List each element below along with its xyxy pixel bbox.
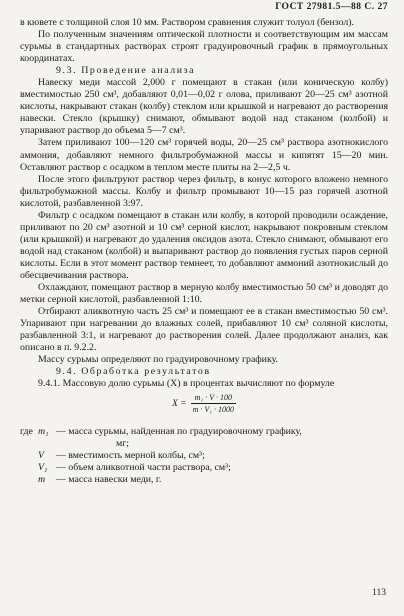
section-heading-9-4: 9.4. Обработка результатов — [56, 366, 211, 378]
paragraph: Отбирают аликвотную часть 25 см³ и помещают ее в стакан вместимостью 50 см³. Упаривают при нагревании до влажных солей, прибавляют 10 см³ соляной кислоты, разбавленной 3:1, и нагревают до растворения солей. Далее продолжают анализ, как описано в п. 9.2.2. — [20, 306, 388, 354]
formula-lhs: X = — [172, 398, 187, 409]
formula-numerator: m₁ · V · 100 — [191, 392, 236, 404]
legend-text: — масса навески меди, г. — [56, 474, 162, 486]
section-heading-9-3: 9.3. Проведение анализа — [56, 65, 196, 77]
legend-row-V1 — [20, 462, 388, 474]
paragraph: в кювете с толщиной слоя 10 мм. Раствором сравнения служит толуол (бензол). — [20, 17, 355, 28]
legend-row-m — [20, 474, 388, 486]
paragraph: Затем приливают 100—120 см³ горячей воды, 20—25 см³ раствора азотнокислого аммония, добавляют немного фильтробумажной массы и кипятят 15—20 мин. Оставляют раствор с осадком в теплом месте плиты на 2—2,5 ч. — [20, 137, 388, 173]
body-text — [20, 17, 388, 486]
paragraph: Фильтр с осадком помещают в стакан или колбу, в которой проводили осаждение, приливают по 20 см³ азотной и 10 см³ серной кислот, накрывают покровным стеклом (или крышкой) и нагревают до удаления оксидов азота. Стекло снимают, обмывают его водой над стаканом (колбой) и выпаривают раствор до появления густых паров серной кислоты. Если в этот момент раствор темнеет, то добавляют аммоний азотнокислый до обесцвечивания раствора. — [20, 209, 388, 281]
legend-symbol: V₁ — [38, 462, 48, 474]
legend-gde: где — [20, 426, 33, 438]
legend-symbol: m₁ — [38, 426, 49, 438]
paragraph: Охлаждают, помещают раствор в мерную колбу вместимостью 50 см³ и доводят до метки серной кислотой, разбавленной 1:10. — [20, 282, 388, 306]
paragraph: Массу сурьмы определяют по градуировочному графику. — [38, 354, 278, 366]
legend-row-m1 — [20, 426, 388, 438]
paragraph: По полученным значениям оптической плотности и соответствующим им массам сурьмы в стандартных растворах строят градуировочный график в прямоугольных координатах. — [20, 29, 388, 65]
legend-row-m1-cont — [20, 438, 388, 450]
page-number: 113 — [372, 588, 386, 598]
formula-fraction — [191, 392, 236, 415]
legend-symbol: m — [38, 474, 46, 486]
legend-symbol: V — [38, 450, 45, 462]
formula-legend — [20, 426, 388, 486]
paragraph: Навеску меди массой 2,000 г помещают в стакан (или коническую колбу) вместимостью 250 см³, добавляют 0,01—0,02 г олова, приливают 20—25 см³ азотной кислоты, накрывают стакан (колбу) стеклом или крышкой и нагревают до растворения навески. Стекло (крышку) снимают, обмывают водой над стаканом (колбой) и упаривают раствор до объема 5—7 см³. — [20, 77, 388, 137]
formula — [172, 392, 236, 415]
formula-block — [20, 390, 388, 426]
legend-text: мг; — [116, 438, 130, 450]
formula-denominator: m · V₁ · 1000 — [192, 405, 235, 415]
legend-text: — вместимость мерной колбы, см³; — [56, 450, 205, 462]
legend-text: — масса сурьмы, найденная по градуировочному графику, — [56, 426, 302, 438]
legend-row-V — [20, 450, 388, 462]
paragraph: 9.4.1. Массовую долю сурьмы (X) в процентах вычисляют по формуле — [38, 378, 335, 390]
page-header: ГОСТ 27981.5—88 С. 27 — [275, 2, 388, 12]
paragraph: После этого фильтруют раствор через фильтр, в конус которого вложено немного фильтробумажной массы. Колбу и фильтр промывают 10—15 раз горячей азотной кислотой, разбавленной 3:97. — [20, 173, 388, 209]
legend-text: — объем аликвотной части раствора, см³; — [56, 462, 231, 474]
